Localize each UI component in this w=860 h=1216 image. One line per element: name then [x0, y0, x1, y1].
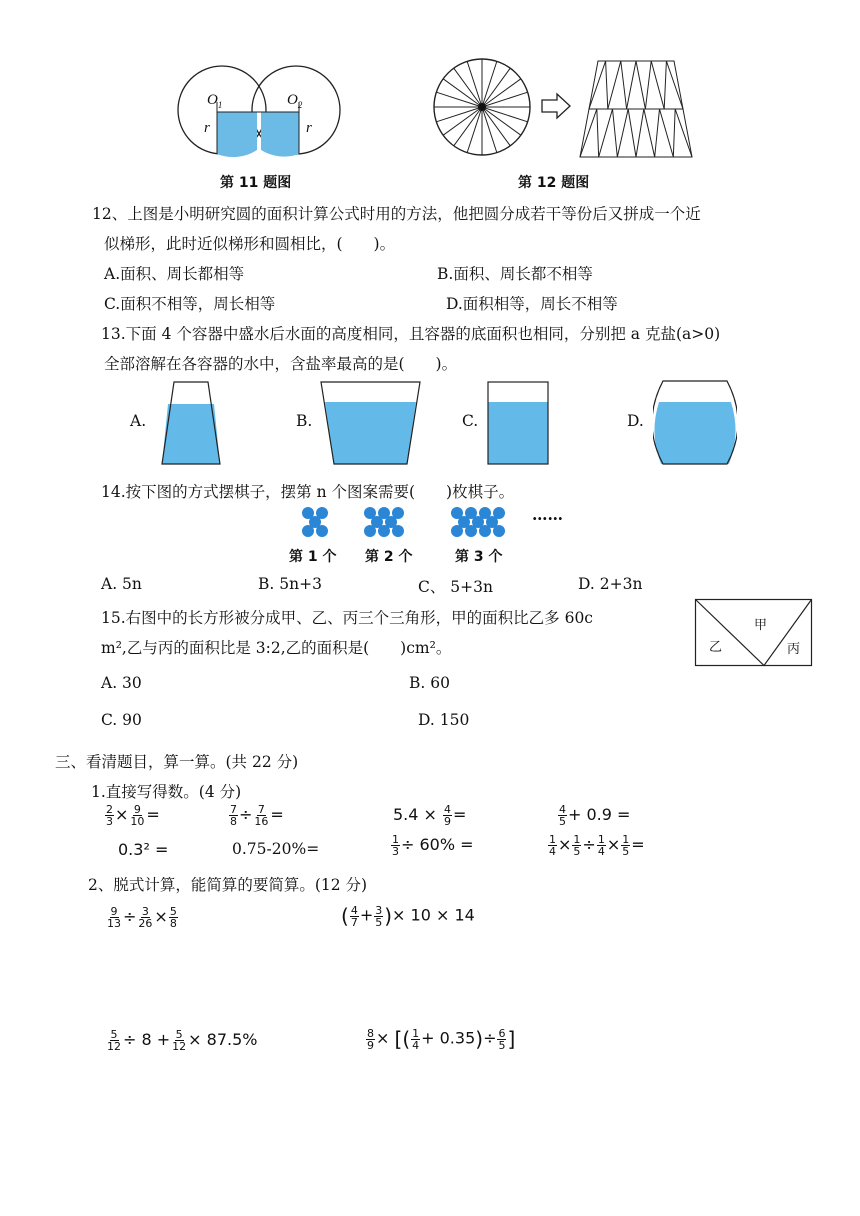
q12-option-b[interactable]: B.面积、周长都不相等	[437, 265, 593, 283]
oral-expr-4: $\frac{4}{5}$ + 0.9 =	[559, 803, 631, 828]
container-b	[318, 380, 424, 466]
figure-12-caption: 第 12 题图	[518, 175, 590, 191]
q14-option-c[interactable]: C、 5+3n	[418, 578, 493, 596]
oral-expr-3: 5.4 × $\frac{4}{9}$ =	[393, 803, 467, 828]
chess-piece	[472, 516, 484, 528]
q15-option-a[interactable]: A. 30	[101, 674, 142, 692]
q14-option-b[interactable]: B. 5n+3	[258, 575, 322, 593]
q12-option-c[interactable]: C.面积不相等，周长相等	[104, 295, 276, 313]
q14-option-d[interactable]: D. 2+3n	[578, 575, 643, 593]
figure-11-caption: 第 11 题图	[220, 175, 292, 191]
figure-11	[170, 62, 350, 167]
q12-option-d[interactable]: D.面积相等，周长不相等	[446, 295, 618, 313]
chess-piece	[371, 516, 383, 528]
region-bing: 丙	[787, 642, 801, 657]
chess-piece	[458, 516, 470, 528]
oral-expr-7: $\frac{1}{3}$ ÷ 60% =	[392, 833, 474, 858]
chess-piece	[385, 516, 397, 528]
q15-option-b[interactable]: B. 60	[409, 674, 450, 692]
section-3-part-1: 1.直接写得数。(4 分)	[91, 783, 242, 801]
oral-expr-2: $\frac{7}{8}$ ÷ $\frac{7}{16}$ =	[230, 803, 284, 828]
pattern-caption-2: 第 2 个	[365, 549, 413, 565]
q14-stem: 14.按下图的方式摆棋子，摆第 n 个图案需要( )枚棋子。	[101, 483, 515, 501]
calc-expr-4: $\frac{8}{9}$ × [( $\frac{1}{4}$ + 0.35)÷ $\frac{6}{5}$ ]	[367, 1026, 516, 1052]
figure-12	[430, 55, 700, 167]
q13-label-c[interactable]: C.	[462, 412, 479, 430]
container-d	[653, 378, 737, 468]
section-3-title: 三、看清题目，算一算。(共 22 分)	[55, 753, 299, 771]
region-jia: 甲	[754, 618, 768, 633]
q15-stem-line2: m²,乙与丙的面积比是 3:2,乙的面积是( )cm²。	[101, 639, 452, 657]
r-right-label: r	[306, 120, 312, 136]
q13-label-d[interactable]: D.	[627, 412, 644, 430]
calc-expr-3: $\frac{5}{12}$ ÷ 8 + $\frac{5}{12}$ × 87.5%	[107, 1028, 258, 1053]
q13-stem-line1: 13.下面 4 个容器中盛水后水面的高度相同，且容器的底面积也相同，分别把 a 克盐(a>0)	[101, 325, 721, 343]
oral-expr-1: $\frac{2}{3}$ × $\frac{9}{10}$ =	[106, 803, 160, 828]
chess-piece	[309, 516, 321, 528]
pattern-ellipsis: ……	[532, 505, 563, 524]
calc-expr-1: $\frac{9}{13}$ ÷ $\frac{3}{26}$ × $\frac{5}{8}$	[107, 905, 177, 930]
region-yi: 乙	[709, 640, 723, 655]
q13-stem-line2: 全部溶解在各容器的水中，含盐率最高的是( )。	[104, 355, 458, 373]
oral-expr-5: 0.3² =	[118, 840, 169, 859]
q15-stem-line1: 15.右图中的长方形被分成甲、乙、丙三个三角形，甲的面积比乙多 60c	[101, 609, 593, 627]
o1-label: $O_1$	[207, 92, 223, 110]
q15-option-c[interactable]: C. 90	[101, 711, 142, 729]
pattern-caption-3: 第 3 个	[455, 549, 503, 565]
q12-stem-line1: 12、上图是小明研究圆的面积计算公式时用的方法，他把圆分成若干等份后又拼成一个近	[92, 205, 701, 223]
section-3-part-2: 2、脱式计算，能简算的要简算。(12 分)	[88, 876, 368, 894]
q15-option-d[interactable]: D. 150	[418, 711, 470, 729]
calc-expr-2: ( $\frac{4}{7}$ + $\frac{3}{5}$ )× 10 × 14	[341, 903, 475, 929]
chess-piece	[486, 516, 498, 528]
q12-option-a[interactable]: A.面积、周长都相等	[104, 265, 245, 283]
q15-rectangle-figure	[694, 598, 814, 668]
q14-option-a[interactable]: A. 5n	[101, 575, 142, 593]
oral-expr-6: 0.75-20%=	[232, 840, 320, 858]
oral-expr-8: $\frac{1}{4}$ × $\frac{1}{5}$ ÷ $\frac{1}{4}$ × $\frac{1}{5}$ =	[549, 833, 645, 858]
q13-label-b[interactable]: B.	[296, 412, 313, 430]
container-c	[486, 380, 550, 466]
r-left-label: r	[204, 120, 210, 136]
o2-label: $O_2$	[287, 92, 303, 110]
q13-label-a[interactable]: A.	[130, 412, 147, 430]
container-a	[160, 380, 222, 466]
q12-stem-line2: 似梯形，此时近似梯形和圆相比，( )。	[104, 235, 396, 253]
pattern-caption-1: 第 1 个	[289, 549, 337, 565]
